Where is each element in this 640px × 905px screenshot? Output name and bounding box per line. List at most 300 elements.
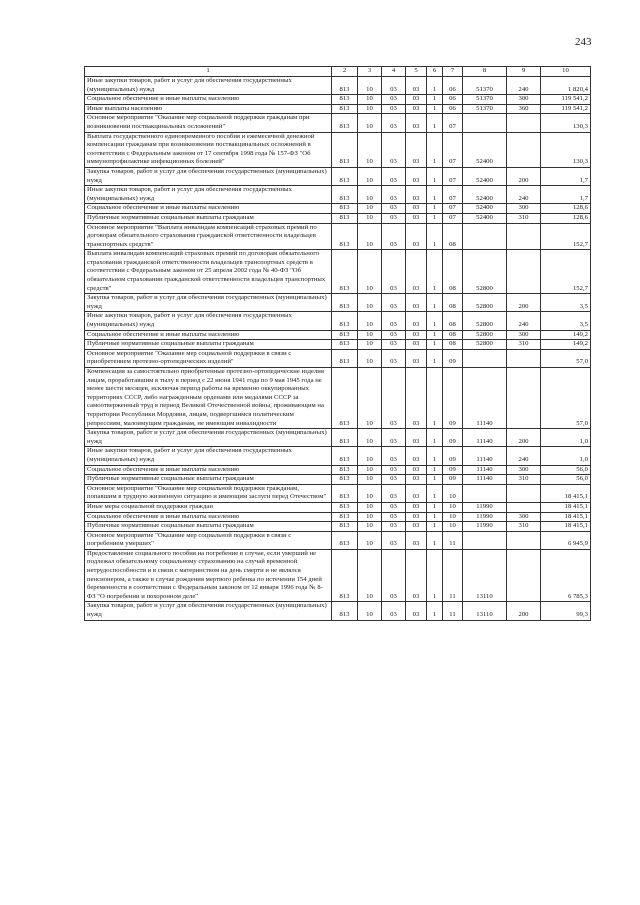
- row-description: Иные выплаты населению: [85, 104, 332, 114]
- cell-c5: 03: [406, 223, 427, 250]
- column-header: 8: [463, 67, 507, 77]
- cell-c10: 1,0: [541, 429, 591, 447]
- table-row: [85, 429, 591, 447]
- cell-c7: 10: [443, 502, 463, 512]
- column-header: 10: [541, 67, 591, 77]
- cell-c6: 1: [427, 340, 443, 350]
- cell-c10: 56,0: [541, 465, 591, 475]
- cell-c5: 03: [406, 213, 427, 223]
- cell-c8: [463, 484, 507, 502]
- cell-c9: 300: [507, 512, 541, 522]
- cell-c7: 10: [443, 522, 463, 532]
- cell-c6: 1: [427, 368, 443, 429]
- cell-c3: 10: [358, 447, 382, 465]
- cell-c7: 09: [443, 349, 463, 367]
- cell-c9: [507, 549, 541, 602]
- cell-c6: 1: [427, 549, 443, 602]
- cell-c6: 1: [427, 465, 443, 475]
- cell-c7: 07: [443, 114, 463, 132]
- cell-c10: 130,3: [541, 132, 591, 167]
- cell-c4: 03: [382, 447, 406, 465]
- cell-c10: 128,6: [541, 204, 591, 214]
- table-row: [85, 531, 591, 549]
- cell-c3: 10: [358, 465, 382, 475]
- cell-c3: 10: [358, 340, 382, 350]
- cell-c4: 03: [382, 250, 406, 294]
- cell-c4: 03: [382, 104, 406, 114]
- cell-c7: 07: [443, 204, 463, 214]
- cell-c4: 03: [382, 502, 406, 512]
- cell-c9: 300: [507, 204, 541, 214]
- cell-c8: 13110: [463, 602, 507, 620]
- cell-c6: 1: [427, 512, 443, 522]
- column-header: 2: [332, 67, 358, 77]
- cell-c8: 51370: [463, 95, 507, 105]
- cell-c10: 119 541,2: [541, 104, 591, 114]
- cell-c2: 813: [332, 512, 358, 522]
- cell-c3: 10: [358, 522, 382, 532]
- row-description: Закупка товаров, работ и услуг для обеспечения государственных (муниципальных) нужд: [85, 429, 332, 447]
- table-row: [85, 330, 591, 340]
- table-row: [85, 522, 591, 532]
- row-description: Публичные нормативные социальные выплаты гражданам: [85, 522, 332, 532]
- cell-c6: 1: [427, 349, 443, 367]
- cell-c9: 240: [507, 186, 541, 204]
- cell-c7: 10: [443, 512, 463, 522]
- cell-c3: 10: [358, 330, 382, 340]
- cell-c10: 1,7: [541, 186, 591, 204]
- table-row: [85, 95, 591, 105]
- cell-c6: 1: [427, 447, 443, 465]
- cell-c4: 03: [382, 312, 406, 330]
- row-description: Иные закупки товаров, работ и услуг для обеспечения государственных (муниципальных) нужд: [85, 186, 332, 204]
- cell-c4: 03: [382, 77, 406, 95]
- cell-c7: 09: [443, 429, 463, 447]
- cell-c5: 03: [406, 512, 427, 522]
- cell-c2: 813: [332, 114, 358, 132]
- cell-c9: 310: [507, 522, 541, 532]
- cell-c10: 57,0: [541, 349, 591, 367]
- cell-c8: 52800: [463, 250, 507, 294]
- cell-c3: 10: [358, 312, 382, 330]
- cell-c5: 03: [406, 531, 427, 549]
- cell-c2: 813: [332, 475, 358, 485]
- cell-c8: 52800: [463, 294, 507, 312]
- row-description: Публичные нормативные социальные выплаты гражданам: [85, 340, 332, 350]
- cell-c10: 18 415,1: [541, 522, 591, 532]
- column-header: 5: [406, 67, 427, 77]
- column-header: 6: [427, 67, 443, 77]
- cell-c2: 813: [332, 132, 358, 167]
- cell-c4: 03: [382, 330, 406, 340]
- table-row: [85, 549, 591, 602]
- cell-c8: 11140: [463, 465, 507, 475]
- cell-c8: 11140: [463, 429, 507, 447]
- cell-c5: 03: [406, 349, 427, 367]
- table-row: [85, 186, 591, 204]
- cell-c9: 310: [507, 213, 541, 223]
- row-description: Социальное обеспечение и иные выплаты населению: [85, 512, 332, 522]
- cell-c9: 310: [507, 475, 541, 485]
- cell-c2: 813: [332, 223, 358, 250]
- cell-c9: 240: [507, 77, 541, 95]
- cell-c10: 152,7: [541, 223, 591, 250]
- row-description: Иные закупки товаров, работ и услуг для обеспечения государственных (муниципальных) нужд: [85, 77, 332, 95]
- table-row: [85, 349, 591, 367]
- row-description: Социальное обеспечение и иные выплаты населению: [85, 95, 332, 105]
- column-header: 9: [507, 67, 541, 77]
- cell-c9: [507, 349, 541, 367]
- cell-c9: [507, 132, 541, 167]
- cell-c10: 1,7: [541, 167, 591, 185]
- cell-c2: 813: [332, 549, 358, 602]
- cell-c2: 813: [332, 340, 358, 350]
- cell-c8: 13110: [463, 549, 507, 602]
- table-row: [85, 312, 591, 330]
- cell-c6: 1: [427, 330, 443, 340]
- cell-c2: 813: [332, 95, 358, 105]
- cell-c7: 11: [443, 602, 463, 620]
- cell-c8: 11990: [463, 512, 507, 522]
- cell-c6: 1: [427, 484, 443, 502]
- cell-c9: 200: [507, 167, 541, 185]
- cell-c2: 813: [332, 167, 358, 185]
- cell-c10: 6 785,3: [541, 549, 591, 602]
- cell-c2: 813: [332, 531, 358, 549]
- cell-c2: 813: [332, 349, 358, 367]
- cell-c10: 3,5: [541, 294, 591, 312]
- cell-c8: 52400: [463, 204, 507, 214]
- cell-c6: 1: [427, 502, 443, 512]
- cell-c5: 03: [406, 368, 427, 429]
- cell-c7: 11: [443, 549, 463, 602]
- cell-c4: 03: [382, 95, 406, 105]
- table-row: [85, 502, 591, 512]
- cell-c5: 03: [406, 294, 427, 312]
- cell-c9: [507, 250, 541, 294]
- row-description: Компенсация за самостоятельно приобретенные протезно-ортопедические изделия лицам, проработавшим в тылу в период с 22 июня 1941 года по 9 мая 1945 года не менее шести месяцев, исключая период работы на временно оккупированных территориях СССР, либо награжденным орденами или медалями СССР за самоотверженный труд в период Великой Отечественной войны, проживающим на территории Республики Мордовия, лицам, подвергшимся политическим репрессиям, малоимущим гражданам, не имеющим инвалидности: [85, 368, 332, 429]
- budget-table: [84, 66, 591, 621]
- cell-c8: 11140: [463, 447, 507, 465]
- table-row: [85, 368, 591, 429]
- cell-c4: 03: [382, 465, 406, 475]
- cell-c9: 360: [507, 104, 541, 114]
- cell-c8: 52400: [463, 132, 507, 167]
- cell-c6: 1: [427, 167, 443, 185]
- table-row: [85, 167, 591, 185]
- cell-c10: 119 541,2: [541, 95, 591, 105]
- cell-c2: 813: [332, 465, 358, 475]
- cell-c3: 10: [358, 349, 382, 367]
- cell-c6: 1: [427, 250, 443, 294]
- table-row: [85, 104, 591, 114]
- cell-c7: 08: [443, 340, 463, 350]
- cell-c5: 03: [406, 484, 427, 502]
- cell-c7: 08: [443, 223, 463, 250]
- cell-c3: 10: [358, 186, 382, 204]
- cell-c8: 11140: [463, 368, 507, 429]
- cell-c3: 10: [358, 114, 382, 132]
- cell-c8: 52800: [463, 330, 507, 340]
- column-header: 3: [358, 67, 382, 77]
- table-row: [85, 484, 591, 502]
- cell-c3: 10: [358, 429, 382, 447]
- row-description: Публичные нормативные социальные выплаты гражданам: [85, 475, 332, 485]
- cell-c6: 1: [427, 429, 443, 447]
- cell-c3: 10: [358, 204, 382, 214]
- table-row: [85, 132, 591, 167]
- cell-c3: 10: [358, 484, 382, 502]
- cell-c8: 11990: [463, 522, 507, 532]
- cell-c5: 03: [406, 475, 427, 485]
- header-row: [85, 67, 591, 77]
- cell-c4: 03: [382, 132, 406, 167]
- cell-c7: 09: [443, 475, 463, 485]
- cell-c10: 130,3: [541, 114, 591, 132]
- cell-c5: 03: [406, 330, 427, 340]
- cell-c5: 03: [406, 522, 427, 532]
- cell-c9: [507, 114, 541, 132]
- cell-c2: 813: [332, 104, 358, 114]
- table-row: [85, 204, 591, 214]
- cell-c9: [507, 484, 541, 502]
- table-row: [85, 250, 591, 294]
- cell-c2: 813: [332, 502, 358, 512]
- column-header: 1: [85, 67, 332, 77]
- cell-c10: 149,2: [541, 330, 591, 340]
- cell-c4: 03: [382, 531, 406, 549]
- cell-c5: 03: [406, 429, 427, 447]
- row-description: Иные закупки товаров, работ и услуг для обеспечения государственных (муниципальных) нужд: [85, 447, 332, 465]
- cell-c3: 10: [358, 104, 382, 114]
- cell-c5: 03: [406, 77, 427, 95]
- cell-c10: 99,3: [541, 602, 591, 620]
- cell-c9: 200: [507, 429, 541, 447]
- cell-c7: 08: [443, 250, 463, 294]
- cell-c4: 03: [382, 549, 406, 602]
- row-description: Закупка товаров, работ и услуг для обеспечения государственных (муниципальных) нужд: [85, 602, 332, 620]
- cell-c6: 1: [427, 223, 443, 250]
- cell-c6: 1: [427, 95, 443, 105]
- cell-c2: 813: [332, 213, 358, 223]
- cell-c3: 10: [358, 368, 382, 429]
- row-description: Основное мероприятие "Оказание мер социальной поддержки гражданам, попавшим в трудную жизненную ситуацию и имеющим заслуги перед Отечеством": [85, 484, 332, 502]
- cell-c8: 51370: [463, 77, 507, 95]
- row-description: Основное мероприятие "Оказание мер социальной поддержки гражданам при возникновении поствакцинальных осложнений": [85, 114, 332, 132]
- cell-c3: 10: [358, 502, 382, 512]
- cell-c3: 10: [358, 223, 382, 250]
- cell-c4: 03: [382, 368, 406, 429]
- cell-c6: 1: [427, 186, 443, 204]
- cell-c8: 52400: [463, 167, 507, 185]
- cell-c10: 18 415,1: [541, 484, 591, 502]
- cell-c4: 03: [382, 484, 406, 502]
- cell-c6: 1: [427, 132, 443, 167]
- cell-c5: 03: [406, 250, 427, 294]
- cell-c4: 03: [382, 114, 406, 132]
- row-description: Иные меры социальной поддержки граждан: [85, 502, 332, 512]
- cell-c5: 03: [406, 312, 427, 330]
- cell-c9: 240: [507, 447, 541, 465]
- cell-c5: 03: [406, 167, 427, 185]
- cell-c6: 1: [427, 475, 443, 485]
- cell-c6: 1: [427, 531, 443, 549]
- row-description: Выплата инвалидам компенсаций страховых премий по договорам обязательного страхования гражданской ответственности владельцев транспортных средств в соответствии с Федеральным законом от 25 апреля 2002 года № 40-ФЗ "Об обязательном страховании гражданской ответственности владельцев транспортных средств": [85, 250, 332, 294]
- cell-c10: 1 820,4: [541, 77, 591, 95]
- cell-c6: 1: [427, 213, 443, 223]
- cell-c10: 152,7: [541, 250, 591, 294]
- cell-c3: 10: [358, 95, 382, 105]
- cell-c7: 07: [443, 186, 463, 204]
- cell-c7: 07: [443, 213, 463, 223]
- cell-c5: 03: [406, 549, 427, 602]
- table-row: [85, 213, 591, 223]
- cell-c5: 03: [406, 114, 427, 132]
- table-row: [85, 114, 591, 132]
- table-body: [85, 77, 591, 621]
- cell-c10: 18 415,1: [541, 502, 591, 512]
- cell-c5: 03: [406, 602, 427, 620]
- cell-c7: 10: [443, 484, 463, 502]
- cell-c3: 10: [358, 250, 382, 294]
- cell-c5: 03: [406, 132, 427, 167]
- cell-c9: 200: [507, 294, 541, 312]
- cell-c6: 1: [427, 204, 443, 214]
- cell-c2: 813: [332, 77, 358, 95]
- cell-c4: 03: [382, 429, 406, 447]
- table-row: [85, 512, 591, 522]
- cell-c5: 03: [406, 104, 427, 114]
- cell-c4: 03: [382, 167, 406, 185]
- cell-c8: 52400: [463, 186, 507, 204]
- cell-c10: 56,0: [541, 475, 591, 485]
- row-description: Основное мероприятие "Выплата инвалидам компенсаций страховых премий по договорам обязательного страхования гражданской ответственности владельцев транспортных средств": [85, 223, 332, 250]
- cell-c10: 3,5: [541, 312, 591, 330]
- cell-c7: 08: [443, 312, 463, 330]
- row-description: Предоставление социального пособия на погребение в случае, если умерший не подлежал обязательному социальному страхованию на случай временной нетрудоспособности и в связи с материнством на день смерти и не являлся пенсионером, а также в случае рождения мертвого ребенка по истечении 154 дней беременности в соответствии с Федеральным законом от 12 января 1996 года № 8-ФЗ "О погребении и похоронном деле": [85, 549, 332, 602]
- cell-c2: 813: [332, 330, 358, 340]
- cell-c3: 10: [358, 213, 382, 223]
- cell-c3: 10: [358, 549, 382, 602]
- cell-c5: 03: [406, 447, 427, 465]
- table-row: [85, 465, 591, 475]
- row-description: Основное мероприятие "Оказание мер социальной поддержки в связи с погребением умерших": [85, 531, 332, 549]
- cell-c7: 07: [443, 132, 463, 167]
- cell-c6: 1: [427, 114, 443, 132]
- cell-c2: 813: [332, 484, 358, 502]
- cell-c8: [463, 531, 507, 549]
- cell-c4: 03: [382, 340, 406, 350]
- cell-c2: 813: [332, 429, 358, 447]
- cell-c4: 03: [382, 223, 406, 250]
- cell-c6: 1: [427, 77, 443, 95]
- cell-c4: 03: [382, 213, 406, 223]
- cell-c2: 813: [332, 522, 358, 532]
- cell-c7: 07: [443, 167, 463, 185]
- cell-c8: [463, 223, 507, 250]
- cell-c9: 300: [507, 330, 541, 340]
- cell-c8: 11140: [463, 475, 507, 485]
- cell-c9: 300: [507, 95, 541, 105]
- cell-c10: 149,2: [541, 340, 591, 350]
- cell-c2: 813: [332, 447, 358, 465]
- cell-c2: 813: [332, 204, 358, 214]
- row-description: Закупка товаров, работ и услуг для обеспечения государственных (муниципальных) нужд: [85, 294, 332, 312]
- cell-c2: 813: [332, 602, 358, 620]
- cell-c7: 09: [443, 465, 463, 475]
- cell-c4: 03: [382, 475, 406, 485]
- table-row: [85, 77, 591, 95]
- cell-c2: 813: [332, 294, 358, 312]
- cell-c8: 52800: [463, 340, 507, 350]
- cell-c9: 200: [507, 602, 541, 620]
- cell-c7: 09: [443, 447, 463, 465]
- cell-c7: 08: [443, 330, 463, 340]
- cell-c4: 03: [382, 602, 406, 620]
- cell-c4: 03: [382, 204, 406, 214]
- cell-c3: 10: [358, 475, 382, 485]
- cell-c2: 813: [332, 368, 358, 429]
- cell-c9: [507, 368, 541, 429]
- cell-c10: 6 945,9: [541, 531, 591, 549]
- cell-c5: 03: [406, 502, 427, 512]
- cell-c4: 03: [382, 294, 406, 312]
- cell-c2: 813: [332, 250, 358, 294]
- table-row: [85, 602, 591, 620]
- row-description: Социальное обеспечение и иные выплаты населению: [85, 465, 332, 475]
- cell-c3: 10: [358, 294, 382, 312]
- cell-c6: 1: [427, 312, 443, 330]
- row-description: Публичные нормативные социальные выплаты гражданам: [85, 213, 332, 223]
- cell-c6: 1: [427, 522, 443, 532]
- cell-c10: 57,0: [541, 368, 591, 429]
- cell-c7: 06: [443, 104, 463, 114]
- cell-c6: 1: [427, 294, 443, 312]
- table-row: [85, 447, 591, 465]
- cell-c2: 813: [332, 312, 358, 330]
- cell-c3: 10: [358, 602, 382, 620]
- cell-c3: 10: [358, 512, 382, 522]
- cell-c3: 10: [358, 167, 382, 185]
- cell-c10: 1,0: [541, 447, 591, 465]
- cell-c3: 10: [358, 77, 382, 95]
- row-description: Социальное обеспечение и иные выплаты населению: [85, 330, 332, 340]
- row-description: Иные закупки товаров, работ и услуг для обеспечения государственных (муниципальных) нужд: [85, 312, 332, 330]
- table-row: [85, 294, 591, 312]
- cell-c5: 03: [406, 465, 427, 475]
- cell-c9: [507, 223, 541, 250]
- cell-c8: [463, 349, 507, 367]
- row-description: Закупка товаров, работ и услуг для обеспечения государственных (муниципальных) нужд: [85, 167, 332, 185]
- cell-c7: 09: [443, 368, 463, 429]
- cell-c10: 128,6: [541, 213, 591, 223]
- cell-c8: [463, 114, 507, 132]
- cell-c2: 813: [332, 186, 358, 204]
- cell-c5: 03: [406, 340, 427, 350]
- cell-c4: 03: [382, 522, 406, 532]
- table-row: [85, 223, 591, 250]
- cell-c5: 03: [406, 186, 427, 204]
- cell-c9: [507, 531, 541, 549]
- cell-c3: 10: [358, 132, 382, 167]
- cell-c4: 03: [382, 349, 406, 367]
- cell-c9: [507, 502, 541, 512]
- cell-c7: 08: [443, 294, 463, 312]
- cell-c3: 10: [358, 531, 382, 549]
- cell-c5: 03: [406, 95, 427, 105]
- column-header: 7: [443, 67, 463, 77]
- cell-c5: 03: [406, 204, 427, 214]
